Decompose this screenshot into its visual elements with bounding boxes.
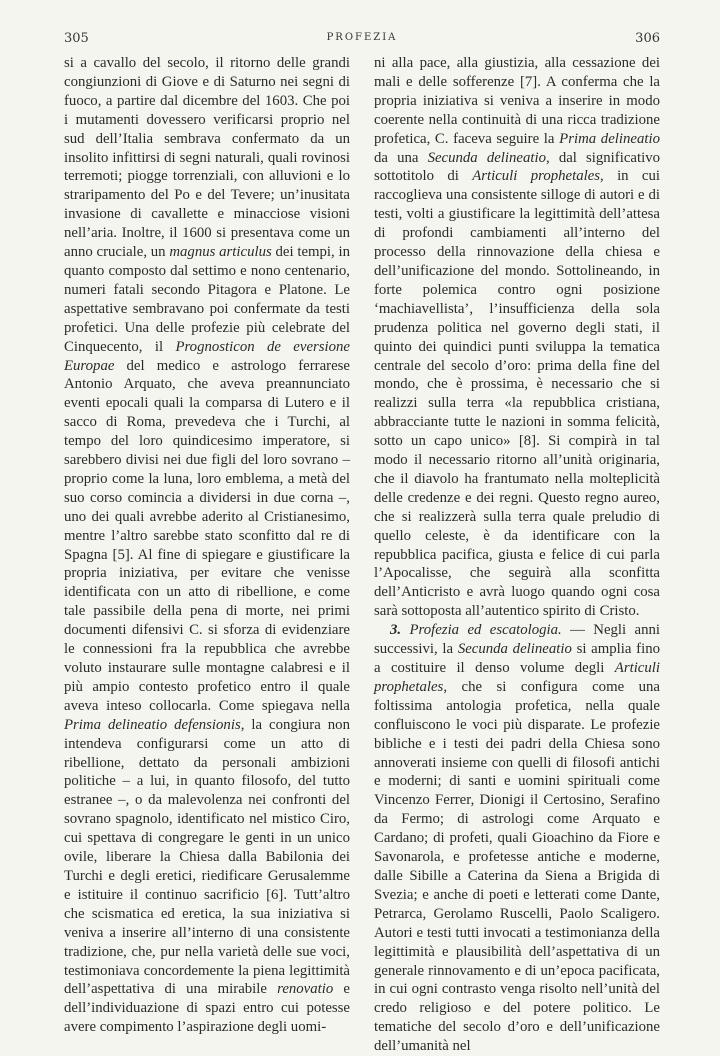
- italic-title: Prima delineatio defensionis: [64, 716, 241, 733]
- text-run: , la congiura non intendeva configurarsi come un atto di ribellione, dettato da personali ambizioni politiche – a lui, in quanto filosofo, del tutto estranee –, o da malevolenza nei confronti del sovrano spagnolo, identificato nel mistico Ciro, cui spettava di congregare le genti in un unico ovile, liberare la Chiesa dalla Babilonia dei Turchi e degli eretici, riedificare Gerusalemme e istituire il continuo sacrificio [6]. Tutt’altro che scismatica ed eretica, la sua iniziativa si veniva a inserire all’interno di una consistente tradizione, che, pur nella varietà delle sue voci, testimoniava concordemente la piena legittimità dell’aspettativa di una mirabile: [64, 716, 350, 998]
- text-run: e dell’individuazione di spazi entro cui potesse avere compimento l’aspirazione degli uomi-: [64, 981, 350, 1036]
- paragraph: [374, 54, 660, 621]
- italic-title: Secunda delineatio: [457, 641, 572, 658]
- text-run: del medico e astrologo ferrarese Antonio Arquato, che aveva preannunciato eventi epocali quali la comparsa di Lutero e il sacco di Roma, prevedeva che i Turchi, al tempo del loro quindicesimo imperatore, si sarebbero divisi nei due figli del loro sovrano – proprio come la luna, loro emblema, a metà del suo corso comincia a dividersi in due corna –, uno dei quali avrebbe aderito al Cristianesimo, mentre l’altro sarebbe stato sconfitto dal re di Spagna [5]. Al fine di spiegare e giustificare la propria iniziativa, per evitare che venisse identificata con un atto di ribellione, e come tale passibile della pena di morte, nei primi documenti difensivi C. si sforza di evidenziare le connessioni fra la repubblica che avrebbe voluto instaurare sulle montagne calabresi e il più ampio contesto profetico entro il quale aveva inteso collocarla. Come spiegava nella: [64, 357, 350, 714]
- italic-title: Secunda delineatio: [427, 149, 546, 166]
- section-number: 3.: [390, 622, 402, 639]
- page-number-left: 305: [64, 31, 89, 46]
- text-run: , in cui raccoglieva una consistente silloge di autori e di testi, volti a giustificare la legittimità dell’attesa di profondi cambiamenti all’interno del processo della rinnovazione della chiesa e dell’unificazione del mondo. Sottolineando, in forte polemica contro ogni posizione ‘machiavellista’, l’insufficienza della sola prudenza politica nel governo degli stati, il quinto dei quindici punti sviluppa la tematica centrale del secolo d’oro: prima della fine del mondo, che è prossima, è necessario che si realizzi sulla terra «la repubblica cristiana, abbracciante tutte le nazioni in somma felicità, sotto un capo unico» [8]. Si compirà in tal modo il necessario ritorno all’unità originaria, che il diavolo ha frantumato nella molteplicità delle credenze e dei regni. Questo regno aureo, che si realizzerà sulla terra quale preludio di quello celeste, è da identificare con la repubblica pacifica, giusta e felice di cui parla l’Apocalisse, che seguirà alla sconfitta dell’Anticristo e avrà luogo quando ogni cosa sarà sottoposta all’autentico spirito di Cristo.: [374, 168, 660, 620]
- text-run: si amplia fino a costituire il denso volume degli: [374, 641, 660, 676]
- text-run: ni alla pace, alla giustizia, alla cessazione dei mali e delle sofferenze [7]. A conferma che la propria iniziativa si veniva a inserire in modo coerente nella continuità di una ricca tradizione profetica, C. faceva seguire la: [374, 55, 660, 147]
- text-run: da una: [374, 149, 428, 166]
- section-title: Profezia ed escatologia.: [401, 622, 562, 639]
- text-run: dei tempi, in quanto composto dal settimo e nono centenario, numeri fatali secondo Pitagora e Platone. Le aspettative sembravano poi confermate da testi profetici. Una delle profezie più celebrate del Cinquecento, il: [64, 244, 350, 355]
- italic-term: magnus articulus: [169, 244, 272, 261]
- italic-title: Prognosticon de eversione Europae: [64, 338, 351, 374]
- section-paragraph: [374, 621, 660, 1056]
- text-run: — Negli anni successivi, la: [374, 622, 660, 658]
- running-header: [64, 31, 660, 49]
- text-run: si a cavallo del secolo, il ritorno delle grandi congiunzioni di Giove e di Saturno nei segni di fuoco, a partire dal dicembre del 1603. Che poi i mutamenti dovessero verificarsi proprio nel sud dell’Italia sembrava confermato da un insolito infittirsi di segni naturali, quali rovinosi terremoti; piogge torrenziali, con alluvioni e lo straripamento del Po e del Tevere; un’inusitata invasione di cavallette e minacciose visioni nell’aria. Inoltre, il 1600 si presentava come un anno cruciale, un: [64, 55, 350, 261]
- text-run: , dal significativo sottotitolo di: [374, 149, 660, 185]
- running-title: PROFEZIA: [326, 32, 398, 43]
- text-run: , che si configura come una foltissima antologia profetica, nella quale confluiscono le voci più disparate. Le profezie bibliche e i testi dei padri della Chiesa sono annoverati insieme con quelli di filosofi antichi e moderni; di santi e uomini spirituali come Vincenzo Ferrer, Dionigi il Certosino, Serafino da Fermo; di astrologi come Arquato e Cardano; di profeti, quali Gioachino da Fiore e Savonarola, e profetesse antiche e moderne, dalle Sibille a Caterina da Siena a Brigida di Svezia; e anche di poeti e letterati come Dante, Petrarca, Gerolamo Ruscelli, Paolo Scaligero. Autori e testi tutti invocati a testimonianza della legittimità e plausibilità dell’aspettativa di un generale rinnovamento e di un’epoca pacificata, in cui ogni contrasto venga risolto nell’unità del credo religioso e del potere politico. Le tematiche del secolo d’oro e dell’unificazione dell’umanità nel: [374, 678, 660, 1055]
- italic-title: Prima delineatio: [559, 130, 660, 147]
- italic-term: renovatio: [277, 981, 334, 998]
- right-column: [374, 54, 660, 1056]
- paragraph: [64, 54, 350, 1037]
- left-column: [64, 54, 350, 1037]
- italic-title: Articuli prophetales: [374, 660, 660, 695]
- page-number-right: 306: [635, 31, 660, 46]
- italic-title: Articuli prophetales: [472, 168, 601, 185]
